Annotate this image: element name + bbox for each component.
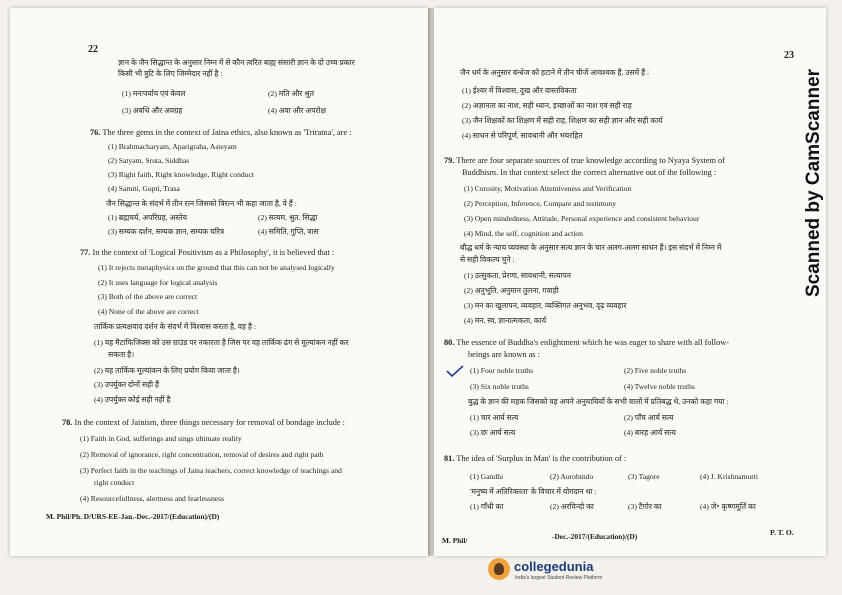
brand-name: collegedunia <box>514 559 594 574</box>
question-number: 76. <box>90 128 101 137</box>
question-text-hindi: जैन सिद्धान्त के संदर्भ में तीन रत्न जिसको त्रिरत्न भी कहा जाता है, वे हैं : <box>106 199 297 208</box>
option: (2) सत्यम, श्रुत, सिद्धा <box>258 213 318 222</box>
option: (2) Aurobindo <box>550 472 594 481</box>
option: (2) अनुभूति, अनुमान तुलना, गवाही <box>464 286 559 295</box>
option: (2) पाँच आर्य सत्य <box>624 413 674 422</box>
collegedunia-logo <box>488 556 608 590</box>
option: (1) ब्रह्मचर्य, अपरिग्रह, अस्तेय <box>108 213 187 222</box>
option: (3) मन का खुलापन, व्यवहार, व्यक्तिगत अनुभव, दृढ़ व्यवहार <box>464 301 627 310</box>
right-page <box>434 8 826 556</box>
option: (3) Perfect faith in the teachings of Jaina teachers, correct knowledge of teachings and <box>80 466 342 475</box>
question-80 <box>444 338 729 347</box>
question-81 <box>444 454 626 463</box>
footer-code: -Dec.-2017/(Education)/(D) <box>552 532 638 541</box>
question-text: The essence of Buddha's enlightment which he was eager to share with all follow- <box>456 338 729 347</box>
option: (3) Six noble truths <box>470 382 529 391</box>
option: (4) Twelve noble truths <box>624 382 695 391</box>
question-text: Buddhism. In that context select the correct alternative out of the following : <box>462 168 717 177</box>
brand-tagline: India's largest Student Review Platform <box>515 575 603 581</box>
question-text-hindi: तार्किक प्रत्यक्षवाद दर्शन के संदर्भ में विश्वास करता है, वह है : <box>94 322 256 331</box>
question-text: In the context of 'Logical Positivism as a Philosophy', it is believed that : <box>92 248 335 257</box>
option: (1) It rejects metaphysics on the ground that this can not be analysed logically <box>98 263 335 272</box>
option: (2) Perception, Inference, Compare and testimony <box>464 199 617 208</box>
question-text: The three gems in the context of Jaina ethics, also known as 'Triratna', are : <box>102 128 352 137</box>
option: सकता है। <box>108 350 135 359</box>
option: (3) Right faith, Right knowledge, Right conduct <box>108 170 254 179</box>
option: (4) Resourcefullness, alertness and fearlessness <box>80 494 225 503</box>
option: (3) Tagore <box>628 472 660 481</box>
option: (1) चार आर्य सत्य <box>470 413 519 422</box>
question-text: ज्ञान के जैन सिद्धान्त के अनुसार निम्न में से कौन त्वरित बाह्य संसारी ज्ञान के दो उच्च प्रकार <box>118 58 355 67</box>
option: (2) Five noble truths <box>624 366 687 375</box>
option: (4) मन, स्व, ज्ञानात्मकता, कार्य <box>464 316 547 325</box>
option: (4) समिति, गुप्ति, त्रास <box>258 227 319 236</box>
option: (2) It uses language for logical analysis <box>98 278 218 287</box>
left-page <box>10 8 428 556</box>
option: (3) अवधि और अवग्रह <box>122 106 183 115</box>
question-76 <box>90 128 352 137</box>
option: (3) Both of the above are correct <box>98 292 198 301</box>
question-number: 79. <box>444 156 455 165</box>
option: (3) छः आर्य सत्य <box>470 428 516 437</box>
option: (4) उपर्युक्त कोई सही नहीं है <box>94 395 171 404</box>
option: (4) J. Krishnamurti <box>700 472 758 481</box>
option: (1) Faith in God, sufferings and sings ultimate reality <box>80 434 242 443</box>
checkmark-icon <box>446 365 464 377</box>
option: (3) उपर्युक्त दोनों सही हैं <box>94 380 160 389</box>
option: (2) यह तार्किक मूल्यांकन के लिए प्रयोग किया जाता है। <box>94 366 240 375</box>
option: (2) Satyam, Sruta, Siddhas <box>108 156 190 165</box>
question-78 <box>62 418 345 427</box>
question-text-hindi: से सही विकल्प चुने : <box>460 255 515 264</box>
page-number: 22 <box>88 44 98 55</box>
question-text-hindi: बुद्ध के ज्ञान की महक जिसको वह अपने अनुयायियों के सभी वालों में प्रतिबद्ध थे, उनको कहा गया : <box>468 397 729 406</box>
question-text-hindi: 'मनुष्य में अतिरिक्तता' के विचार में योगदान था : <box>470 487 597 496</box>
option: (1) गाँधी का <box>470 502 504 511</box>
option: (1) मनःपर्याय एवं केवल <box>122 89 186 98</box>
option: (4) Mind, the self, cognition and action <box>464 229 583 238</box>
option: (3) Open mindedness, Attitude, Personal experience and consistent behaviour <box>464 214 700 223</box>
option: (1) Gandhi <box>470 472 504 481</box>
option: (2) अज्ञानता का नाश, सही ध्यान, इच्छाओं का नाश एवं सही राह <box>462 101 632 110</box>
option: (4) अवा और अपरोक्ष <box>268 106 327 115</box>
question-text-hindi: बौद्ध धर्म के न्याय व्यवस्था के अनुसार सत्य ज्ञान के चार अलग-अलग साधन हैं। इस संदर्भ में निम्न में <box>460 243 722 252</box>
option: (3) टैगोर का <box>628 502 662 511</box>
option: (3) सम्यक दर्शन, सम्यक ज्ञान, सम्यक चरित्र <box>108 227 225 236</box>
student-avatar-icon <box>488 558 510 580</box>
question-number: 77. <box>80 248 91 257</box>
option: (1) ईश्वर में विश्वास, दुख और वास्तविकता <box>462 86 577 95</box>
option: (4) जे॰ कृष्णमूर्ति का <box>700 502 756 511</box>
camscanner-watermark: Scanned by CamScanner <box>803 68 824 298</box>
question-text: beings are known as : <box>468 350 540 359</box>
footer-code-left: M. Phil/ <box>442 536 468 545</box>
question-number: 80. <box>444 338 455 347</box>
option: (4) साधन से परिपूर्ण, सावधानी और भयरहित <box>462 131 583 140</box>
question-77 <box>80 248 334 257</box>
option: (2) Removal of ignorance, right concentration, removal of desires and right path <box>80 450 324 459</box>
question-text: The idea of 'Surplus in Man' is the contribution of : <box>456 454 627 463</box>
question-number: 78. <box>62 418 73 427</box>
option: (4) Samiti, Gupti, Trasa <box>108 184 180 193</box>
option: (2) अरविन्दो का <box>550 502 594 511</box>
option: (4) None of the above are correct <box>98 307 199 316</box>
footer-code: M. Phil/Ph. D/URS-EE-Jan.-Dec.-2017/(Education)/(D) <box>46 512 220 521</box>
option: (4) बारह आर्य सत्य <box>624 428 676 437</box>
option: (2) मति और श्रुत <box>268 89 314 98</box>
option: (1) Brahmacharyam, Aparigraha, Asteyam <box>108 142 237 151</box>
option: (1) यह मैटाफिजिक्स को उस ग्राउंड पर नकारता है जिस पर वह तार्किक ढंग से मूल्यांकन नहीं कर <box>94 338 349 347</box>
page-number: 23 <box>784 50 794 61</box>
option: (1) उत्सुकता, प्रेरणा, सावधानी, सत्यापन <box>464 271 571 280</box>
option: (3) जैन शिक्षकों का शिक्षण में सही राह, शिक्षण का सही ज्ञान और सही कार्य <box>462 116 663 125</box>
pto-label: P. T. O. <box>770 528 794 537</box>
question-text: There are four separate sources of true knowledge according to Nyaya System of <box>456 156 725 165</box>
option: right conduct <box>94 478 135 487</box>
question-number: 81. <box>444 454 455 463</box>
question-text-hindi: जैन धर्म के अनुसार बंन्धेज को हटाने में तीन चीजें आवश्यक हैं, उसमें हैं : <box>460 68 650 77</box>
question-text: In the context of Jainism, three things necessary for removal of bondage include : <box>74 418 345 427</box>
question-79 <box>444 156 725 165</box>
option: (1) Four noble truths <box>470 366 534 375</box>
question-text: किसी भी त्रुटि के लिए जिम्मेदार नहीं है : <box>118 69 223 78</box>
option: (1) Curosity, Motivation Attentiveness and Verification <box>464 184 632 193</box>
